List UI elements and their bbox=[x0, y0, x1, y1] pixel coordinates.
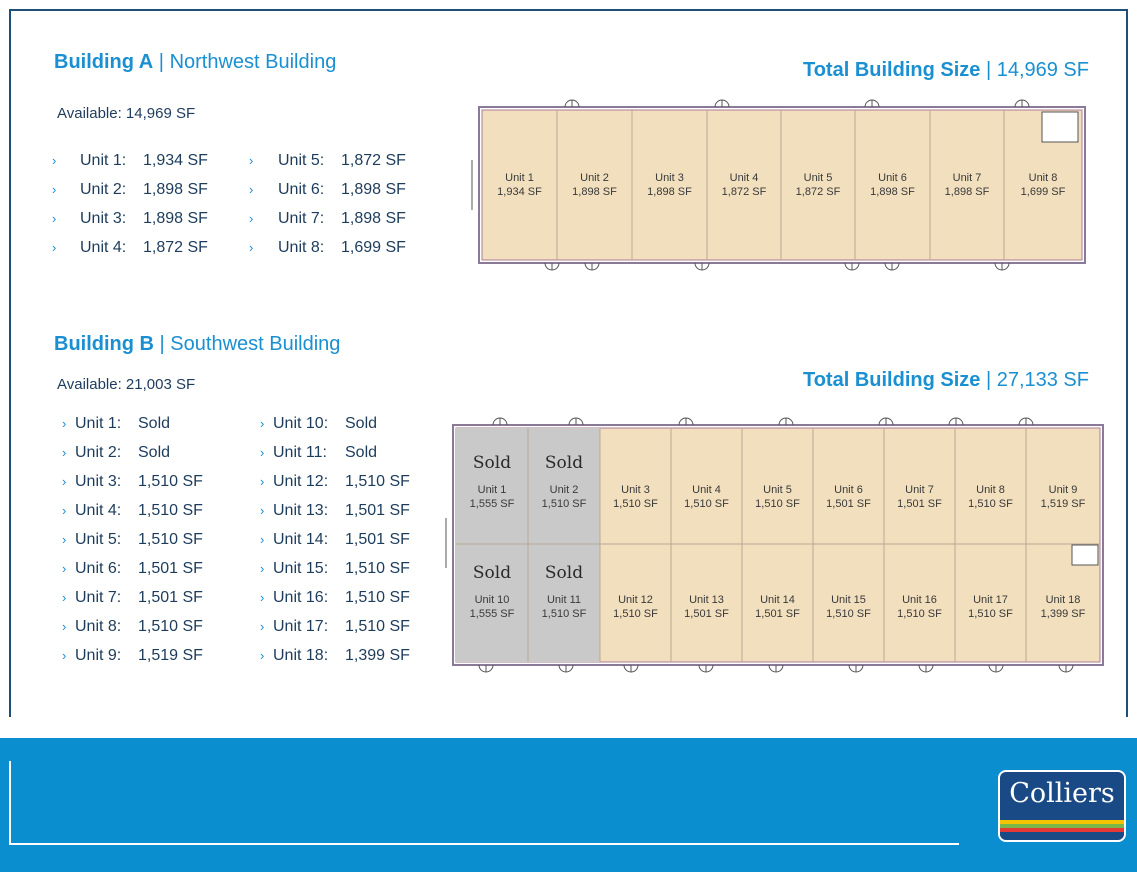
unit-name: Unit 1 bbox=[477, 484, 507, 496]
building-a-floor-plan bbox=[466, 98, 1096, 274]
chevron-right-icon: › bbox=[52, 153, 57, 168]
building-a-total-value: 14,969 SF bbox=[996, 59, 1089, 81]
unit-list-item bbox=[52, 146, 242, 175]
unit-name: Unit 3 bbox=[655, 172, 684, 184]
chevron-right-icon: › bbox=[52, 240, 57, 255]
unit-list-item bbox=[62, 496, 252, 525]
building-b-total-label: Total Building Size bbox=[802, 369, 981, 391]
unit-list-label: Unit 2: bbox=[80, 181, 127, 198]
door-swing-icon bbox=[585, 263, 592, 270]
door-swing-icon bbox=[926, 665, 933, 672]
unit-list-label: Unit 9: bbox=[75, 647, 122, 664]
door-swing-icon bbox=[1015, 100, 1022, 107]
footer-frame-left bbox=[9, 761, 11, 845]
unit-name: Unit 5 bbox=[763, 484, 792, 496]
sold-label: Sold bbox=[472, 453, 512, 473]
door-swing-icon bbox=[559, 665, 566, 672]
unit-list-label: Unit 3: bbox=[75, 473, 122, 490]
unit-name: Unit 7 bbox=[905, 484, 934, 496]
unit-size: 1,399 SF bbox=[1040, 608, 1086, 620]
unit-size: 1,872 SF bbox=[721, 186, 767, 198]
unit-list-item bbox=[62, 467, 252, 496]
unit-list-label: Unit 7: bbox=[278, 210, 325, 227]
unit-size: 1,555 SF bbox=[469, 498, 515, 510]
unit-list-item bbox=[260, 554, 450, 583]
unit-size: 1,501 SF bbox=[826, 498, 871, 510]
door-swing-icon bbox=[779, 418, 786, 425]
door-swing-icon bbox=[493, 418, 500, 425]
unit-list-item bbox=[52, 175, 242, 204]
door-swing-icon bbox=[1059, 665, 1066, 672]
unit-list-value: 1,934 SF bbox=[143, 152, 208, 169]
unit-size: 1,898 SF bbox=[944, 186, 990, 198]
unit-list-label: Unit 6: bbox=[278, 181, 325, 198]
door-swing-icon bbox=[1026, 418, 1033, 425]
door-swing-icon bbox=[995, 263, 1002, 270]
building-a-unit-list-1 bbox=[52, 146, 242, 262]
unit-size: 1,501 SF bbox=[684, 608, 729, 620]
unit-list-item bbox=[62, 583, 252, 612]
unit-list-value: 1,501 SF bbox=[138, 589, 203, 606]
door-swing-icon bbox=[624, 665, 631, 672]
chevron-right-icon: › bbox=[62, 532, 67, 547]
frame-left-line bbox=[9, 9, 11, 717]
unit-name: Unit 5 bbox=[803, 172, 833, 184]
unit-size: 1,501 SF bbox=[755, 608, 800, 620]
unit-list-value: 1,898 SF bbox=[341, 181, 406, 198]
chevron-right-icon: › bbox=[52, 211, 57, 226]
building-b-total-size: Total Building Size | 27,133 SF bbox=[802, 369, 1089, 391]
chevron-right-icon: › bbox=[52, 182, 57, 197]
unit-list-value: 1,510 SF bbox=[345, 618, 410, 635]
door-swing-icon bbox=[565, 100, 572, 107]
unit-name: Unit 1 bbox=[505, 172, 534, 184]
unit-name: Unit 6 bbox=[834, 484, 863, 496]
unit-list-item bbox=[249, 233, 439, 262]
door-swing-icon bbox=[572, 100, 579, 107]
colliers-logo-text: Colliers bbox=[1009, 778, 1115, 809]
door-swing-icon bbox=[872, 100, 879, 107]
door-swing-icon bbox=[989, 665, 996, 672]
door-swing-icon bbox=[1066, 665, 1073, 672]
unit-name: Unit 13 bbox=[689, 594, 724, 606]
door-swing-icon bbox=[1002, 263, 1009, 270]
unit-size: 1,510 SF bbox=[968, 608, 1013, 620]
unit-list-item bbox=[249, 175, 439, 204]
unit-list-item bbox=[62, 612, 252, 641]
building-b-total-value: 27,133 SF bbox=[996, 369, 1089, 391]
unit-name: Unit 9 bbox=[1048, 484, 1078, 496]
frame-right-line bbox=[1126, 9, 1128, 717]
unit-list-label: Unit 8: bbox=[75, 618, 122, 635]
unit-size: 1,510 SF bbox=[541, 498, 587, 510]
unit-name: Unit 7 bbox=[952, 172, 982, 184]
unit-list-label: Unit 1: bbox=[75, 415, 122, 432]
unit-name: Unit 4 bbox=[692, 484, 721, 496]
chevron-right-icon: › bbox=[249, 153, 254, 168]
unit-list-value: Sold bbox=[345, 415, 378, 432]
chevron-right-icon: › bbox=[260, 503, 265, 518]
unit-list-label: Unit 15: bbox=[273, 560, 329, 577]
door-swing-icon bbox=[956, 418, 963, 425]
chevron-right-icon: › bbox=[260, 648, 265, 663]
unit-list-item bbox=[62, 641, 252, 670]
building-a-floor bbox=[482, 110, 1082, 260]
door-swing-icon bbox=[576, 418, 583, 425]
unit-name: Unit 4 bbox=[729, 172, 759, 184]
building-b-unit-list-1 bbox=[62, 409, 252, 670]
unit-list-item bbox=[249, 146, 439, 175]
door-swing-icon bbox=[919, 665, 926, 672]
chevron-right-icon: › bbox=[260, 532, 265, 547]
unit-list-label: Unit 3: bbox=[80, 210, 127, 227]
door-swing-icon bbox=[500, 418, 507, 425]
chevron-right-icon: › bbox=[62, 619, 67, 634]
unit-size: 1,898 SF bbox=[870, 186, 915, 198]
unit-list-label: Unit 11: bbox=[273, 444, 327, 461]
building-b-unit-list-2 bbox=[260, 409, 450, 670]
unit-size: 1,501 SF bbox=[897, 498, 942, 510]
unit-name: Unit 15 bbox=[831, 594, 866, 606]
door-swing-icon bbox=[631, 665, 638, 672]
door-swing-icon bbox=[879, 418, 886, 425]
unit-size: 1,898 SF bbox=[647, 186, 692, 198]
unit-list-item bbox=[260, 467, 450, 496]
chevron-right-icon: › bbox=[62, 561, 67, 576]
door-swing-icon bbox=[776, 665, 783, 672]
unit-size: 1,519 SF bbox=[1040, 498, 1086, 510]
unit-list-value: 1,501 SF bbox=[345, 502, 410, 519]
frame-top-line bbox=[9, 9, 1128, 11]
chevron-right-icon: › bbox=[260, 474, 265, 489]
unit-list-item bbox=[260, 409, 450, 438]
door-swing-icon bbox=[679, 418, 686, 425]
building-a-name: Building A bbox=[54, 51, 154, 73]
unit-list-value: 1,510 SF bbox=[138, 531, 203, 548]
chevron-right-icon: › bbox=[249, 240, 254, 255]
chevron-right-icon: › bbox=[62, 648, 67, 663]
unit-size: 1,555 SF bbox=[469, 608, 515, 620]
unit-size: 1,510 SF bbox=[684, 498, 729, 510]
unit-list-item bbox=[260, 496, 450, 525]
unit-list-label: Unit 14: bbox=[273, 531, 329, 548]
unit-name: Unit 11 bbox=[546, 594, 582, 606]
unit-name: Unit 17 bbox=[973, 594, 1008, 606]
door-swing-icon bbox=[486, 665, 493, 672]
chevron-right-icon: › bbox=[260, 416, 265, 431]
unit-size: 1,510 SF bbox=[613, 608, 658, 620]
unit-name: Unit 8 bbox=[1028, 172, 1058, 184]
unit-size: 1,872 SF bbox=[795, 186, 841, 198]
unit-list-item bbox=[249, 204, 439, 233]
unit-list-label: Unit 2: bbox=[75, 444, 122, 461]
chevron-right-icon: › bbox=[249, 211, 254, 226]
unit-list-item bbox=[52, 233, 242, 262]
chevron-right-icon: › bbox=[62, 445, 67, 460]
chevron-right-icon: › bbox=[62, 503, 67, 518]
chevron-right-icon: › bbox=[260, 619, 265, 634]
unit-name: Unit 14 bbox=[760, 594, 795, 606]
unit-list-value: 1,510 SF bbox=[345, 589, 410, 606]
unit-size: 1,510 SF bbox=[968, 498, 1013, 510]
door-swing-icon bbox=[715, 100, 722, 107]
door-swing-icon bbox=[885, 263, 892, 270]
building-a-total-label: Total Building Size bbox=[802, 59, 981, 81]
unit-list-label: Unit 5: bbox=[75, 531, 122, 548]
door-swing-icon bbox=[722, 100, 729, 107]
unit-list-label: Unit 1: bbox=[80, 152, 127, 169]
chevron-right-icon: › bbox=[62, 590, 67, 605]
door-swing-icon bbox=[845, 263, 852, 270]
unit-list-value: Sold bbox=[345, 444, 378, 461]
unit-list-value: Sold bbox=[138, 415, 171, 432]
unit-list-value: 1,501 SF bbox=[138, 560, 203, 577]
unit-name: Unit 2 bbox=[549, 484, 579, 496]
unit-list-label: Unit 17: bbox=[273, 618, 329, 635]
building-a-unit-list-2 bbox=[249, 146, 439, 262]
door-swing-icon bbox=[699, 665, 706, 672]
utility-room bbox=[1072, 545, 1098, 565]
unit-size: 1,934 SF bbox=[497, 186, 542, 198]
unit-list-label: Unit 16: bbox=[273, 589, 329, 606]
door-swing-icon bbox=[892, 263, 899, 270]
chevron-right-icon: › bbox=[62, 416, 67, 431]
door-swing-icon bbox=[1022, 100, 1029, 107]
unit-size: 1,510 SF bbox=[541, 608, 587, 620]
unit-list-item bbox=[52, 204, 242, 233]
chevron-right-icon: › bbox=[249, 182, 254, 197]
building-a-available: Available: 14,969 SF bbox=[57, 105, 196, 122]
unit-name: Unit 6 bbox=[878, 172, 907, 184]
door-swing-icon bbox=[886, 418, 893, 425]
sold-label: Sold bbox=[472, 563, 512, 583]
door-swing-icon bbox=[856, 665, 863, 672]
sold-label: Sold bbox=[544, 453, 584, 473]
door-swing-icon bbox=[996, 665, 1003, 672]
unit-name: Unit 3 bbox=[621, 484, 650, 496]
door-swing-icon bbox=[569, 418, 576, 425]
unit-list-item bbox=[260, 612, 450, 641]
unit-list-item bbox=[62, 438, 252, 467]
chevron-right-icon: › bbox=[260, 590, 265, 605]
unit-name: Unit 16 bbox=[902, 594, 937, 606]
unit-list-label: Unit 5: bbox=[278, 152, 325, 169]
door-swing-icon bbox=[552, 263, 559, 270]
footer-band bbox=[0, 738, 1137, 872]
building-a-total-size: Total Building Size | 14,969 SF bbox=[802, 59, 1089, 81]
logo-stripes bbox=[1000, 820, 1124, 836]
door-swing-icon bbox=[566, 665, 573, 672]
unit-name: Unit 2 bbox=[580, 172, 609, 184]
unit-list-label: Unit 4: bbox=[80, 239, 127, 256]
door-swing-icon bbox=[706, 665, 713, 672]
unit-list-value: 1,898 SF bbox=[143, 181, 208, 198]
unit-list-value: 1,510 SF bbox=[345, 473, 410, 490]
door-swing-icon bbox=[949, 418, 956, 425]
unit-size: 1,699 SF bbox=[1020, 186, 1066, 198]
unit-list-label: Unit 4: bbox=[75, 502, 122, 519]
chevron-right-icon: › bbox=[62, 474, 67, 489]
door-swing-icon bbox=[769, 665, 776, 672]
unit-list-label: Unit 7: bbox=[75, 589, 122, 606]
door-swing-icon bbox=[545, 263, 552, 270]
unit-list-label: Unit 12: bbox=[273, 473, 329, 490]
door-swing-icon bbox=[702, 263, 709, 270]
utility-room bbox=[1042, 112, 1078, 142]
unit-list-value: 1,510 SF bbox=[345, 560, 410, 577]
building-b-available: Available: 21,003 SF bbox=[57, 376, 196, 393]
unit-list-value: 1,399 SF bbox=[345, 647, 410, 664]
colliers-logo[interactable] bbox=[998, 770, 1126, 842]
unit-name: Unit 10 bbox=[474, 594, 510, 606]
footer-frame-bottom bbox=[9, 843, 959, 845]
chevron-right-icon: › bbox=[260, 445, 265, 460]
unit-size: 1,510 SF bbox=[613, 498, 658, 510]
unit-size: 1,898 SF bbox=[572, 186, 617, 198]
unit-name: Unit 8 bbox=[976, 484, 1005, 496]
door-swing-icon bbox=[686, 418, 693, 425]
unit-name: Unit 12 bbox=[618, 594, 653, 606]
door-swing-icon bbox=[592, 263, 599, 270]
door-swing-icon bbox=[865, 100, 872, 107]
unit-list-value: Sold bbox=[138, 444, 171, 461]
unit-list-value: 1,872 SF bbox=[143, 239, 208, 256]
unit-list-label: Unit 6: bbox=[75, 560, 122, 577]
unit-list-label: Unit 10: bbox=[273, 415, 329, 432]
door-swing-icon bbox=[695, 263, 702, 270]
door-swing-icon bbox=[852, 263, 859, 270]
unit-list-value: 1,510 SF bbox=[138, 473, 203, 490]
unit-list-item bbox=[62, 554, 252, 583]
unit-list-value: 1,510 SF bbox=[138, 502, 203, 519]
sold-label: Sold bbox=[544, 563, 584, 583]
unit-list-item bbox=[260, 641, 450, 670]
unit-list-item bbox=[62, 525, 252, 554]
chevron-right-icon: › bbox=[260, 561, 265, 576]
door-swing-icon bbox=[786, 418, 793, 425]
unit-list-item bbox=[260, 583, 450, 612]
unit-size: 1,510 SF bbox=[826, 608, 871, 620]
unit-list-value: 1,519 SF bbox=[138, 647, 203, 664]
unit-list-label: Unit 18: bbox=[273, 647, 329, 664]
building-b-title: Building B | Southwest Building bbox=[54, 333, 341, 355]
building-a-title: Building A | Northwest Building bbox=[54, 51, 337, 73]
door-swing-icon bbox=[849, 665, 856, 672]
unit-list-label: Unit 13: bbox=[273, 502, 329, 519]
building-b-name: Building B bbox=[54, 333, 154, 355]
unit-list-value: 1,898 SF bbox=[143, 210, 208, 227]
unit-list-value: 1,501 SF bbox=[345, 531, 410, 548]
unit-list-item bbox=[260, 438, 450, 467]
unit-name: Unit 18 bbox=[1045, 594, 1081, 606]
building-a-subtitle: Northwest Building bbox=[169, 51, 337, 73]
unit-list-value: 1,898 SF bbox=[341, 210, 406, 227]
building-b-floor-plan bbox=[440, 414, 1106, 676]
unit-list-item bbox=[62, 409, 252, 438]
unit-list-value: 1,699 SF bbox=[341, 239, 406, 256]
unit-list-value: 1,872 SF bbox=[341, 152, 406, 169]
unit-size: 1,510 SF bbox=[897, 608, 942, 620]
building-b-subtitle: Southwest Building bbox=[170, 333, 341, 355]
unit-list-label: Unit 8: bbox=[278, 239, 325, 256]
door-swing-icon bbox=[1019, 418, 1026, 425]
unit-list-value: 1,510 SF bbox=[138, 618, 203, 635]
unit-list-item bbox=[260, 525, 450, 554]
unit-size: 1,510 SF bbox=[755, 498, 800, 510]
door-swing-icon bbox=[479, 665, 486, 672]
